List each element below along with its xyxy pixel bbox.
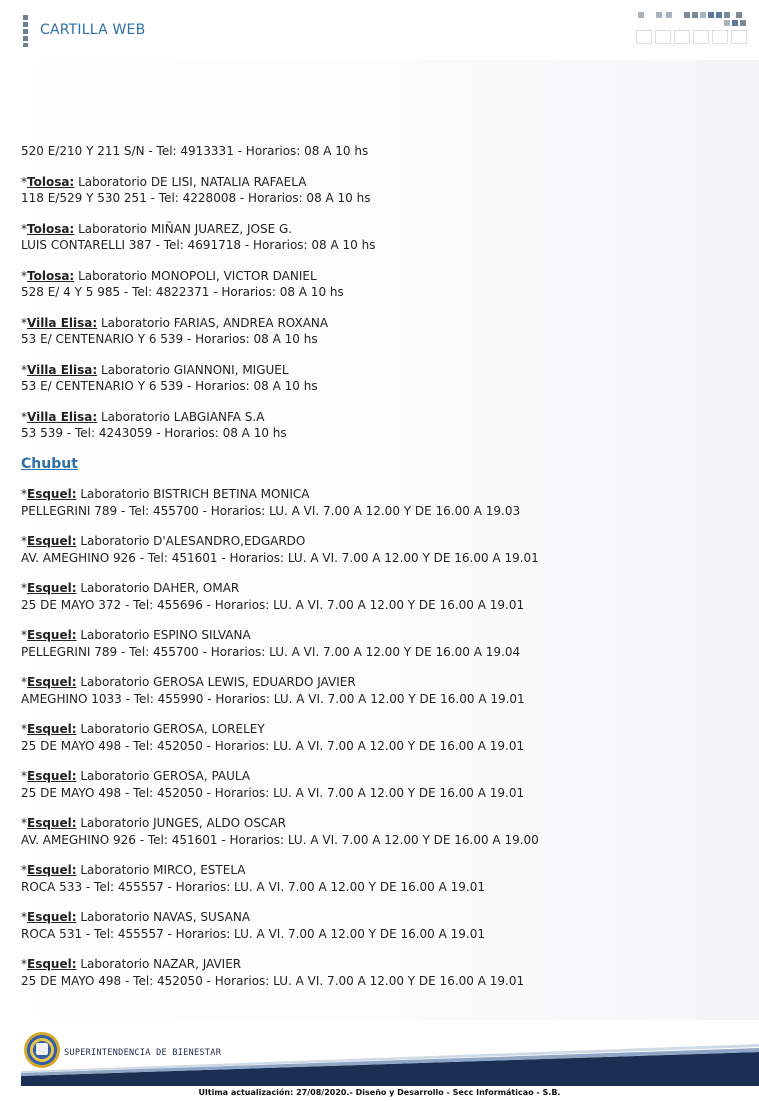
lab-address: LUIS CONTARELLI 387 - Tel: 4691718 - Horarios: 08 A 10 hs (21, 238, 376, 252)
lab-name: Laboratorio DAHER, OMAR (80, 581, 240, 595)
lab-address: PELLEGRINI 789 - Tel: 455700 - Horarios: LU. A VI. 7.00 A 12.00 Y DE 16.00 A 19.03 (21, 503, 521, 518)
lab-entry (21, 721, 741, 754)
lab-entry (21, 674, 741, 707)
lab-name: Laboratorio ESPINO SILVANA (80, 628, 251, 642)
lab-name: Laboratorio NAVAS, SUSANA (80, 910, 251, 924)
lab-entry (21, 533, 741, 566)
lab-entry (21, 956, 741, 989)
lab-entry-title: *Villa Elisa: Laboratorio FARIAS, ANDREA ROXANA (21, 315, 329, 330)
lab-entry (21, 815, 741, 848)
lab-entry-title: *Esquel: Laboratorio MIRCO, ESTELA (21, 863, 246, 877)
lab-address: 53 E/ CENTENARIO Y 6 539 - Horarios: 08 A 10 hs (21, 332, 318, 346)
lab-name: Laboratorio MONOPOLI, VICTOR DANIEL (78, 268, 317, 283)
lab-address: AV. AMEGHINO 926 - Tel: 451601 - Horarios: LU. A VI. 7.00 A 12.00 Y DE 16.00 A 19.00 (21, 832, 539, 847)
lab-entry-title: *Esquel: Laboratorio D'ALESANDRO,EDGARDO (21, 534, 306, 548)
lab-name: Laboratorio NAZAR, JAVIER (80, 957, 242, 971)
lab-name: Laboratorio DE LISI, NATALIA RAFAELA (78, 174, 307, 189)
lab-entry-title: *Esquel: Laboratorio GEROSA LEWIS, EDUARDO JAVIER (21, 675, 356, 689)
lab-entry (21, 768, 741, 801)
lab-entry-title: *Esquel: Laboratorio BISTRICH BETINA MONICA (21, 487, 310, 501)
lab-name: Laboratorio GEROSA, LORELEY (80, 722, 265, 736)
lab-entry (21, 268, 741, 301)
lab-address: PELLEGRINI 789 - Tel: 455700 - Horarios: LU. A VI. 7.00 A 12.00 Y DE 16.00 A 19.04 (21, 644, 521, 659)
lab-address: 25 DE MAYO 498 - Tel: 452050 - Horarios: LU. A VI. 7.00 A 12.00 Y DE 16.00 A 19.01 (21, 973, 525, 988)
lab-address: 118 E/529 Y 530 251 - Tel: 4228008 - Horarios: 08 A 10 hs (21, 191, 371, 205)
city-link[interactable]: Tolosa: (27, 268, 75, 283)
lab-name: Laboratorio FARIAS, ANDREA ROXANA (100, 315, 329, 330)
lab-name: Laboratorio BISTRICH BETINA MONICA (80, 487, 310, 501)
province-heading[interactable]: Chubut (21, 455, 78, 472)
lab-entry (21, 580, 741, 613)
lab-address: 25 DE MAYO 498 - Tel: 452050 - Horarios: LU. A VI. 7.00 A 12.00 Y DE 16.00 A 19.01 (21, 785, 525, 800)
page-title: CARTILLA WEB (40, 22, 146, 38)
lab-address: 53 E/ CENTENARIO Y 6 539 - Horarios: 08 A 10 hs (21, 379, 318, 393)
city-link[interactable]: Esquel: (27, 816, 77, 830)
city-link[interactable]: Villa Elisa: (27, 409, 98, 424)
seal-logo-icon (24, 1032, 60, 1068)
lab-address: ROCA 533 - Tel: 455557 - Horarios: LU. A VI. 7.00 A 12.00 Y DE 16.00 A 19.01 (21, 879, 486, 894)
lab-entry (21, 221, 741, 254)
lab-address: AMEGHINO 1033 - Tel: 455990 - Horarios: LU. A VI. 7.00 A 12.00 Y DE 16.00 A 19.01 (21, 691, 525, 706)
lab-entry-title: *Esquel: Laboratorio JUNGES, ALDO OSCAR (21, 816, 286, 830)
lab-address: AV. AMEGHINO 926 - Tel: 451601 - Horarios: LU. A VI. 7.00 A 12.00 Y DE 16.00 A 19.01 (21, 550, 539, 565)
city-link[interactable]: Esquel: (27, 722, 77, 736)
lab-address: 520 E/210 Y 211 S/N - Tel: 4913331 - Horarios: 08 A 10 hs (21, 144, 369, 158)
lab-name: Laboratorio D'ALESANDRO,EDGARDO (80, 534, 306, 548)
footer-update-text: Ultima actualización: 27/08/2020.- Diseño y Desarrollo - Secc Informáticao - S.B. (198, 1088, 561, 1097)
city-link[interactable]: Esquel: (27, 769, 77, 783)
lab-entry-title: *Esquel: Laboratorio NAZAR, JAVIER (21, 957, 242, 971)
lab-name: Laboratorio JUNGES, ALDO OSCAR (80, 816, 286, 830)
lab-name: Laboratorio LABGIANFA S.A (100, 409, 265, 424)
lab-entry (21, 315, 741, 348)
city-link[interactable]: Esquel: (27, 957, 77, 971)
city-link[interactable]: Esquel: (27, 581, 77, 595)
lab-entry-title: *Esquel: Laboratorio GEROSA, LORELEY (21, 722, 265, 736)
city-link[interactable]: Esquel: (27, 863, 77, 877)
lab-entry (21, 486, 741, 519)
lab-list-chubut (21, 486, 741, 989)
lab-address: 53 539 - Tel: 4243059 - Horarios: 08 A 10 hs (21, 426, 287, 440)
lab-address: ROCA 531 - Tel: 455557 - Horarios: LU. A VI. 7.00 A 12.00 Y DE 16.00 A 19.01 (21, 926, 486, 941)
lab-list-top (21, 143, 741, 442)
city-link[interactable]: Villa Elisa: (27, 315, 98, 330)
city-link[interactable]: Tolosa: (27, 221, 75, 236)
lab-entry-title: *Esquel: Laboratorio NAVAS, SUSANA (21, 910, 251, 924)
lab-address: 25 DE MAYO 372 - Tel: 455696 - Horarios: LU. A VI. 7.00 A 12.00 Y DE 16.00 A 19.01 (21, 597, 525, 612)
header-squares-decoration (636, 10, 751, 50)
lab-entry-title: *Tolosa: Laboratorio MIÑAN JUAREZ, JOSE G. (21, 221, 293, 236)
lab-name: Laboratorio MIÑAN JUAREZ, JOSE G. (78, 221, 293, 236)
city-link[interactable]: Esquel: (27, 910, 77, 924)
city-link[interactable]: Esquel: (27, 534, 77, 548)
lab-entry-title: *Villa Elisa: Laboratorio LABGIANFA S.A (21, 409, 265, 424)
lab-entry (21, 362, 741, 395)
lab-entry-title: *Esquel: Laboratorio DAHER, OMAR (21, 581, 240, 595)
city-link[interactable]: Tolosa: (27, 174, 75, 189)
page-footer (0, 1028, 759, 1101)
lab-entry-title: *Villa Elisa: Laboratorio GIANNONI, MIGUEL (21, 362, 289, 377)
lab-list (21, 143, 741, 1003)
lab-entry-title: *Esquel: Laboratorio ESPINO SILVANA (21, 628, 251, 642)
city-link[interactable]: Villa Elisa: (27, 362, 98, 377)
lab-name: Laboratorio GEROSA, PAULA (80, 769, 251, 783)
city-link[interactable]: Esquel: (27, 675, 77, 689)
page-header (0, 0, 759, 60)
lab-name: Laboratorio GEROSA LEWIS, EDUARDO JAVIER (80, 675, 356, 689)
header-stripe-icon (23, 15, 28, 47)
lab-entry (21, 174, 741, 207)
lab-entry (21, 862, 741, 895)
lab-address: 25 DE MAYO 498 - Tel: 452050 - Horarios: LU. A VI. 7.00 A 12.00 Y DE 16.00 A 19.01 (21, 738, 525, 753)
footer-organization: SUPERINTENDENCIA DE BIENESTAR (64, 1048, 222, 1058)
lab-entry (21, 143, 741, 160)
lab-entry (21, 627, 741, 660)
city-link[interactable]: Esquel: (27, 487, 77, 501)
lab-entry-title: *Tolosa: Laboratorio DE LISI, NATALIA RAFAELA (21, 174, 307, 189)
lab-entry (21, 909, 741, 942)
footer-wave-band (21, 1038, 759, 1086)
city-link[interactable]: Esquel: (27, 628, 77, 642)
lab-entry (21, 409, 741, 442)
lab-name: Laboratorio GIANNONI, MIGUEL (100, 362, 289, 377)
lab-entry-title: *Tolosa: Laboratorio MONOPOLI, VICTOR DANIEL (21, 268, 317, 283)
lab-name: Laboratorio MIRCO, ESTELA (80, 863, 246, 877)
lab-entry-title: *Esquel: Laboratorio GEROSA, PAULA (21, 769, 251, 783)
lab-address: 528 E/ 4 Y 5 985 - Tel: 4822371 - Horarios: 08 A 10 hs (21, 285, 344, 299)
